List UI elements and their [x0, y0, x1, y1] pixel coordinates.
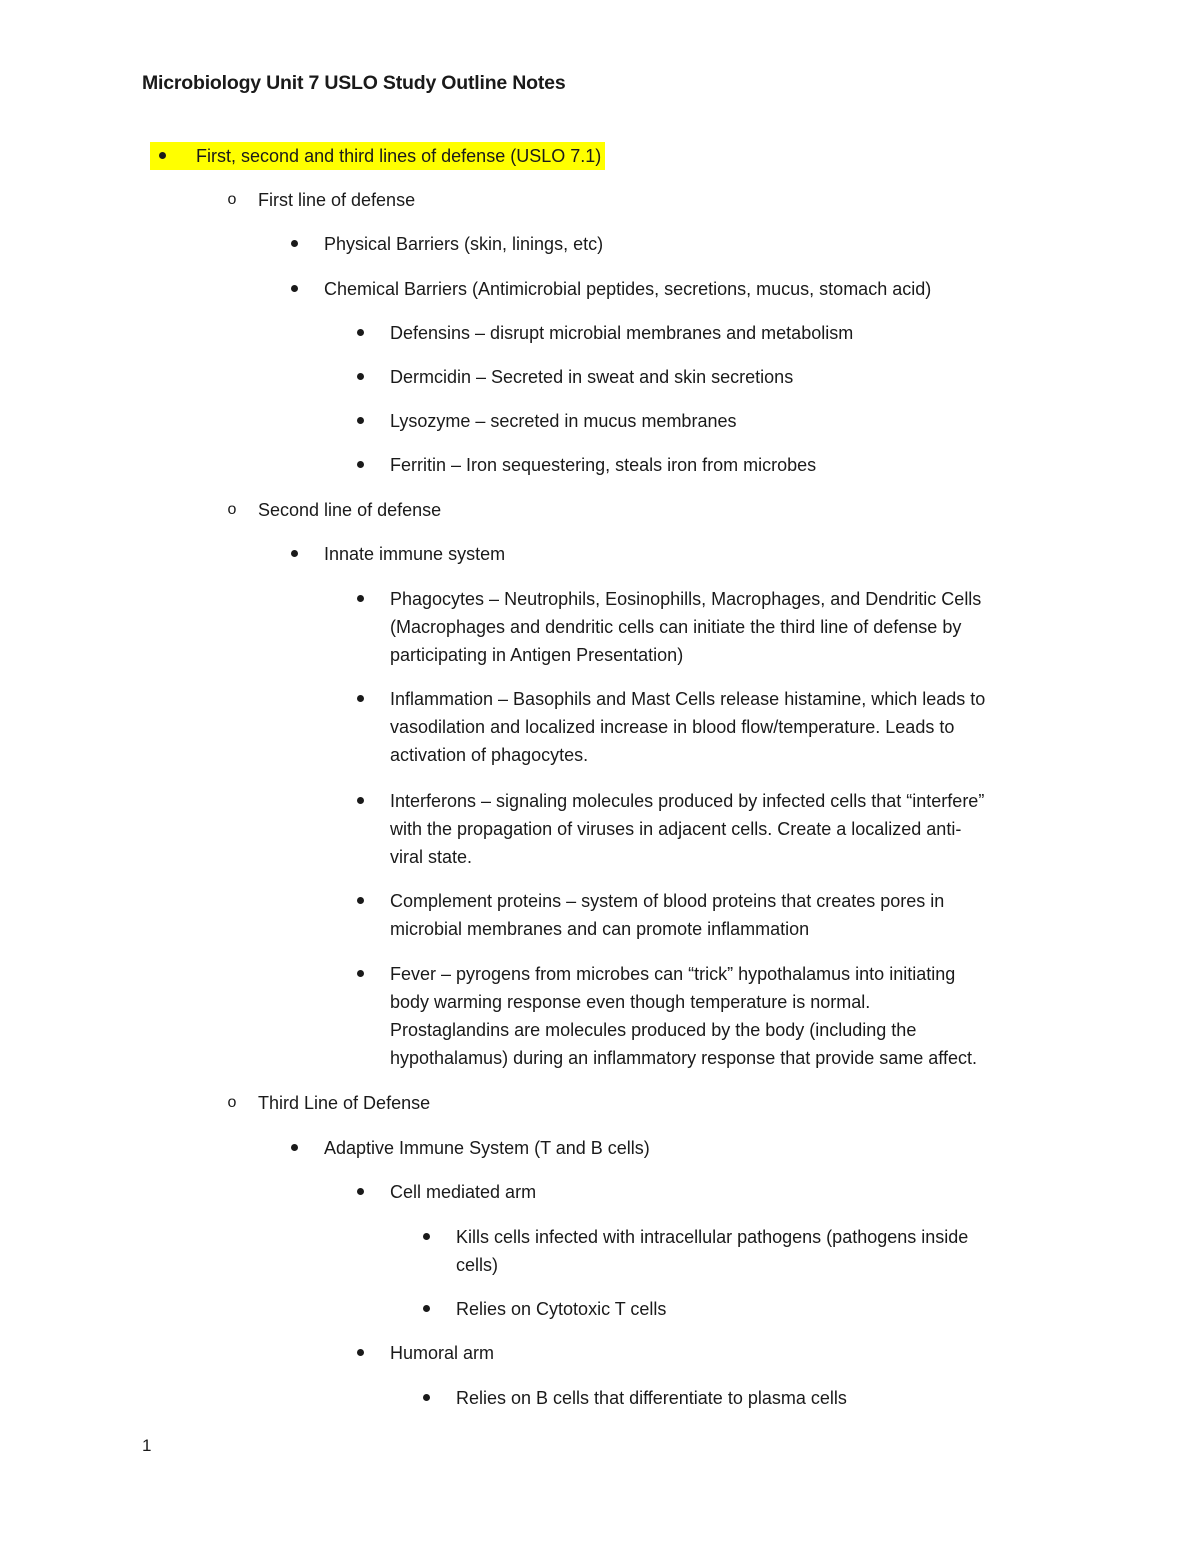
outline-topic: First, second and third lines of defense (USLO 7.1) — [196, 146, 602, 166]
cytotoxic-text: Relies on Cytotoxic T cells — [456, 1299, 667, 1319]
outline-item-second-line — [222, 496, 441, 524]
document-title: Microbiology Unit 7 USLO Study Outline Notes — [142, 72, 566, 94]
outline-item-phagocytes — [350, 585, 981, 669]
circle-bullet-icon: o — [227, 1094, 237, 1111]
circle-bullet-icon: o — [227, 501, 237, 518]
kills-line-1: Kills cells infected with intracellular pathogens (pathogens inside — [456, 1227, 969, 1247]
outline-item-interferons — [350, 787, 984, 871]
outline-item-adaptive — [284, 1134, 650, 1162]
outline-item-kills-cells — [416, 1223, 968, 1279]
outline-item-inflammation — [350, 685, 985, 769]
bullet-icon — [350, 960, 370, 988]
bullet-icon — [350, 451, 370, 479]
outline-item-innate — [284, 540, 505, 568]
bullet-icon — [350, 1339, 370, 1367]
outline-item-first-line — [222, 186, 415, 214]
bullet-icon — [350, 585, 370, 613]
inflammation-line-3: activation of phagocytes. — [390, 745, 589, 765]
bullet-icon — [416, 1223, 436, 1251]
outline-item-lines-of-defense — [150, 142, 605, 170]
physical-barriers-text: Physical Barriers (skin, linings, etc) — [324, 234, 604, 254]
bullet-icon — [350, 363, 370, 391]
outline-item-third-line — [222, 1089, 430, 1117]
complement-line-2: microbial membranes and can promote inflammation — [390, 919, 810, 939]
kills-line-2: cells) — [456, 1255, 499, 1275]
adaptive-text: Adaptive Immune System (T and B cells) — [324, 1138, 650, 1158]
outline-item-chemical-barriers — [284, 275, 931, 303]
defensins-text: Defensins – disrupt microbial membranes and metabolism — [390, 323, 854, 343]
phagocytes-line-3: participating in Antigen Presentation) — [390, 645, 684, 665]
circle-bullet-icon: o — [227, 191, 237, 208]
innate-text: Innate immune system — [324, 544, 506, 564]
bullet-icon — [416, 1295, 436, 1323]
bullet-icon — [350, 1178, 370, 1206]
inflammation-line-2: vasodilation and localized increase in blood flow/temperature. Leads to — [390, 717, 955, 737]
dermcidin-text: Dermcidin – Secreted in sweat and skin secretions — [390, 367, 794, 387]
interferons-line-1: Interferons – signaling molecules produced by infected cells that “interfere” — [390, 791, 985, 811]
bullet-icon — [350, 887, 370, 915]
outline-item-lysozyme — [350, 407, 736, 435]
outline-item-plasma-cells — [416, 1384, 847, 1412]
outline-item-cell-mediated — [350, 1178, 536, 1206]
second-line-heading: Second line of defense — [258, 500, 442, 520]
fever-line-4: hypothalamus) during an inflammatory response that provide same affect. — [390, 1048, 977, 1068]
first-line-heading: First line of defense — [258, 190, 416, 210]
fever-line-1: Fever – pyrogens from microbes can “trick” hypothalamus into initiating — [390, 964, 956, 984]
bullet-icon — [152, 142, 172, 170]
bullet-icon — [284, 1134, 304, 1162]
outline-item-cytotoxic — [416, 1295, 666, 1323]
bullet-icon — [350, 787, 370, 815]
humoral-text: Humoral arm — [390, 1343, 495, 1363]
outline-item-defensins — [350, 319, 853, 347]
complement-line-1: Complement proteins – system of blood proteins that creates pores in — [390, 891, 945, 911]
interferons-line-2: with the propagation of viruses in adjacent cells. Create a localized anti- — [390, 819, 962, 839]
inflammation-line-1: Inflammation – Basophils and Mast Cells release histamine, which leads to — [390, 689, 986, 709]
lysozyme-text: Lysozyme – secreted in mucus membranes — [390, 411, 737, 431]
bullet-icon — [416, 1384, 436, 1412]
page-number: 1 — [142, 1436, 152, 1455]
plasma-cells-text: Relies on B cells that differentiate to plasma cells — [456, 1388, 847, 1408]
phagocytes-line-2: (Macrophages and dendritic cells can initiate the third line of defense by — [390, 617, 962, 637]
third-line-heading: Third Line of Defense — [258, 1093, 431, 1113]
phagocytes-line-1: Phagocytes – Neutrophils, Eosinophills, Macrophages, and Dendritic Cells — [390, 589, 982, 609]
outline-item-fever — [350, 960, 977, 1072]
bullet-icon — [350, 685, 370, 713]
bullet-icon — [284, 230, 304, 258]
outline-item-physical-barriers — [284, 230, 603, 258]
chemical-barriers-text: Chemical Barriers (Antimicrobial peptides, secretions, mucus, stomach acid) — [324, 279, 932, 299]
outline-item-ferritin — [350, 451, 816, 479]
cell-mediated-text: Cell mediated arm — [390, 1182, 537, 1202]
outline-item-complement — [350, 887, 944, 943]
fever-line-2: body warming response even though temperature is normal. — [390, 992, 871, 1012]
bullet-icon — [350, 319, 370, 347]
outline-item-humoral — [350, 1339, 494, 1367]
bullet-icon — [284, 540, 304, 568]
interferons-line-3: viral state. — [390, 847, 473, 867]
outline-item-dermcidin — [350, 363, 793, 391]
bullet-icon — [350, 407, 370, 435]
bullet-icon — [284, 275, 304, 303]
fever-line-3: Prostaglandins are molecules produced by the body (including the — [390, 1020, 917, 1040]
ferritin-text: Ferritin – Iron sequestering, steals iron from microbes — [390, 455, 817, 475]
